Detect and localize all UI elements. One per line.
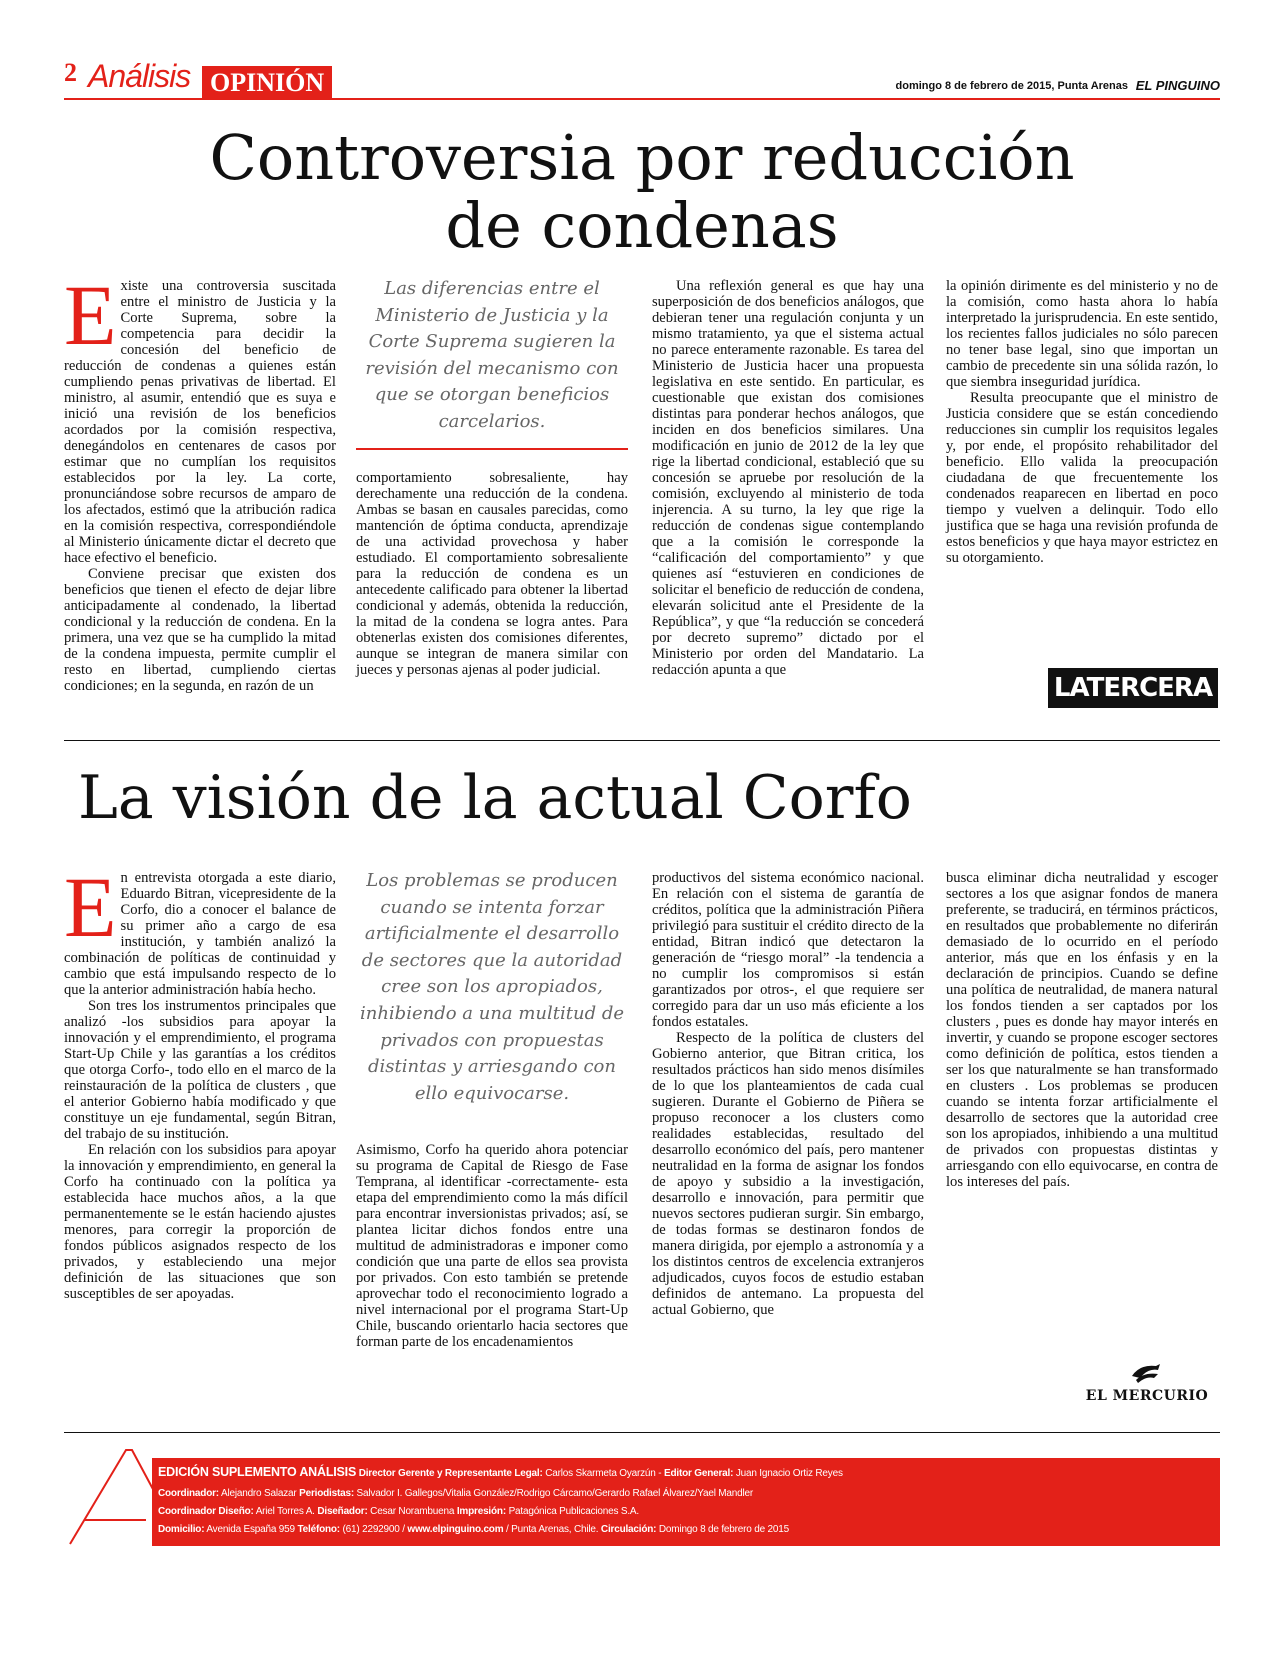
article1-col1-paragraph [64, 267, 336, 566]
article2-col1-paragraph-2: Son tres los instrumentos principales que analizó -los subsidios para apoyar la innovación y el emprendimiento, el programa Start-Up Chile y las garantías a los créditos que otorga Corfo-, todo ello en el marco de la reinstauración de la política de clusters , que el anterior Gobierno había modificado y que constituye un eje fundamental, según Bitran, del trabajo de su institución. [64, 998, 336, 1142]
article2-dropcap: E [64, 859, 117, 955]
disenador-value: Cesar Norambuena [370, 1506, 455, 1517]
article1-col2-paragraph: comportamiento sobresaliente, hay derechamente una reducción de la condena. Ambas se basan en causales parecidas, como mantención de óptima conducta, aprendizaje de una actividad provechosa y haber estudiado. El comportamiento sobresaliente para la reducción de condena es un antecedente calificado para obtener la libertad condicional y además, obtenida la reducción, la mitad de la condena se logra antes. Para obtenerlas existen dos comisiones diferentes, aunque se integran de manera similar con jueces y personas ajenas al poder judicial. [356, 470, 628, 678]
footer-divider [64, 1432, 1220, 1433]
telefono-value: (61) 2292900 / [342, 1524, 405, 1535]
disenador-label: Diseñador: [317, 1506, 368, 1517]
circulacion-value: Domingo 8 de febrero de 2015 [658, 1524, 789, 1535]
header-brand: EL PINGUINO [1135, 78, 1220, 93]
director-label: Director Gerente y Representante Legal: [358, 1468, 543, 1479]
article1-col4-paragraph: la opinión dirimente es del ministerio y no de la comisión, como hasta ahora lo había interpretado la jurisprudencia. En este sentido, los recientes fallos judiciales no sólo parecen no tener base legal, sino que importan un cambio de precedente sin una sólida razón, lo que siembra inseguridad jurídica. [946, 278, 1218, 390]
article2-col1-paragraph [64, 859, 336, 998]
footer-line-2 [158, 1488, 753, 1500]
footer-line-4 [158, 1524, 789, 1536]
article2-col1-paragraph-3: En relación con los subsidios para apoyar la innovación y emprendimiento, en general la Corfo ha continuado con la política ya establecida hace muchos años, a la que permanentemente se le están haciendo ajustes menores, para corregir la proporción de fondos públicos asignados respecto de los privados, y estableciendo una mejor definición de las situaciones que son susceptibles de ser apoyadas. [64, 1142, 336, 1302]
impresion-label: Impresión: [456, 1506, 506, 1517]
circulacion-label: Circulación: [600, 1524, 657, 1535]
article1-pullquote: Las diferencias entre el Ministerio de Justicia y la Corte Suprema sugieren la revisión del mecanismo con que se otorgan beneficios carcelarios. [365, 278, 619, 432]
article2-column-1 [64, 859, 336, 1302]
section-label: Análisis [88, 58, 191, 94]
diseno-value: Ariel Torres A. [255, 1506, 315, 1517]
article1-column-4 [946, 278, 1218, 566]
article1-headline [64, 121, 1220, 262]
coordinador-label: Coordinador: [158, 1488, 219, 1499]
periodistas-value: Salvador I. Gallegos/Vitalia González/Rodrigo Cárcamo/Gerardo Rafael Álvarez/Yael Mandler [356, 1488, 754, 1499]
article1-headline-line2: de condenas [445, 189, 839, 262]
editor-label: Editor General: [663, 1468, 734, 1479]
article2-col3-paragraph-2: Respecto de la política de clusters del Gobierno anterior, que Bitran critica, los resultados prácticos han sido menos disímiles de lo que los planteamientos de cada cual sugieren. Durante el Gobierno de Piñera se propuso reconocer a los clusters como realidades establecidas, resultado del desarrollo económico del país, pero mantener neutralidad en la forma de asignar los fondos de apoyo y subsidio a la investigación, desarrollo e innovación, para permitir que nuevos sectores pudieran surgir. Sin embargo, de todas formas se destinaron fondos de manera dirigida, por ejemplo a astronomía y a los distintos centros de excelencia extranjeros adjudicados, cuyos focos de estudio estaban definidos de antemano. La propuesta del actual Gobierno, que [652, 1030, 924, 1318]
footer-line-1: EDICIÓN SUPLEMENTO ANÁLISIS Director Gerente y Representante Legal: Carlos Skarmeta Oyarzún - Editor General: Juan Ignacio Ortiz Reyes [158, 1465, 843, 1479]
header-date: domingo 8 de febrero de 2015, Punta Arenas [895, 80, 1128, 92]
editor-value: Juan Ignacio Ortiz Reyes [735, 1468, 843, 1479]
article1-column-3 [652, 278, 924, 678]
article2-headline: La visión de la actual Corfo [78, 763, 912, 833]
domicilio-value: Avenida España 959 [206, 1524, 295, 1535]
el-mercurio-emblem-icon [1130, 1362, 1162, 1384]
article1-column-2 [356, 470, 628, 678]
article2-column-2 [356, 1142, 628, 1350]
article1-pullquote-rule [356, 448, 628, 450]
footer-title: EDICIÓN SUPLEMENTO ANÁLISIS [158, 1465, 357, 1479]
article1-col1-paragraph-2: Conviene precisar que existen dos beneficios que tienen el efecto de dejar libre anticipadamente al condenado, la libertad condicional y la reducción de condena. En la primera, una vez que se ha cumplido la mitad de la condena impuesta, permite cumplir el resto en libertad, cumpliendo ciertas condiciones; en la segunda, en razón de un [64, 566, 336, 694]
article2-col3-paragraph: productivos del sistema económico nacional. En relación con el sistema de garantía de créditos, política que la administración Piñera privilegió para sustituir el crédito directo de la entidad, Bitran indicó que detectaron la generación de “riesgo moral” -la tendencia a no cumplir los compromisos si están garantizados por otros-, el que requiere ser corregido para dar un uso más eficiente a los fondos estatales. [652, 870, 924, 1030]
page-number: 2 [64, 58, 77, 87]
la-tercera-logo: LATERCERA [1048, 668, 1218, 708]
article2-column-4 [946, 870, 1218, 1190]
article2-col4-paragraph: busca eliminar dicha neutralidad y escoger sectores a los que asignar fondos de manera preferente, se traducirá, en términos prácticos, en resultados que probablemente no diferirán demasiado de lo ocurrido en el período anterior, más que en los énfasis y en la declaración de principios. Cuando se define una política de neutralidad, de manera natural los fondos tienden a ser captados por los clusters , pues es donde hay mayor interés en invertir, y cuando se propone escoger sectores como definición de política, estos tienden a ser los que naturalmente se han transformado en clusters . Los problemas se producen cuando se intenta forzar artificialmente el desarrollo de sectores que la autoridad cree son los apropiados, inhibiendo a una multitud de privados con propuestas distintas y arriesgando con ello equivocarse, en contra de los intereses del país. [946, 870, 1218, 1190]
article1-col1-text: xiste una controversia suscitada entre el ministro de Justicia y la Corte Suprema, sobre la competencia para decidir la concesión del beneficio de reducción de condenas a quienes están cumpliendo penas privativas de libertad. El ministro, al asumir, entendió que es suya e inició una revisión de los beneficios acordados por la comisión respectiva, denegándolos en centenares de casos por estimar que no cumplían los requisitos establecidos por la ley. La corte, pronunciándose sobre recursos de amparo de los afectados, estimó que la atribución radica en la comisión respectiva, correspondiéndole al Ministerio únicamente dictar el decreto que hace efectivo el beneficio. [64, 278, 336, 566]
el-mercurio-logo: EL MERCURIO [1085, 1388, 1209, 1404]
article2-col2-paragraph: Asimismo, Corfo ha querido ahora potenciar su programa de Capital de Riesgo de Fase Temprana, al identificar -correctamente- esta etapa del emprendimiento como la más difícil para encontrar inversionistas privados; así, se plantea licitar dichos fondos entre una multitud de administradoras e imponer como condición que una parte de ellos sea provista por privados. Con esto también se pretende aprovechar todo el reconocimiento logrado a nivel internacional por el programa Start-Up Chile, buscando orientarlo hacia sectores que forman parte de los encadenamientos [356, 1142, 628, 1350]
article-divider [64, 740, 1220, 741]
city-value: / Punta Arenas, Chile. [506, 1524, 599, 1535]
header-rule [64, 98, 1220, 100]
footer-credits [152, 1458, 1220, 1546]
article1-col3-paragraph: Una reflexión general es que hay una superposición de dos beneficios análogos, que debieran tener una regulación conjunta y un mismo tratamiento, ya que el sistema actual no parece enteramente razonable. Es tarea del Ministerio de Justicia hacer una propuesta legislativa en este sentido. En particular, es cuestionable que existan dos comisiones distintas para ponderar hechos análogos, que inciden en dos beneficios similares. Una modificación en junio de 2012 de la ley que rige la libertad condicional, estableció que su concesión se apruebe por resolución de la comisión, excluyendo al ministerio de toda injerencia. A su turno, la ley que rige la reducción de condenas sigue contemplando que a la comisión le corresponde la “calificación del comportamiento” y que quienes así “estuvieren en condiciones de solicitar el beneficio de reducción de condena, elevarán solicitud ante el Presidente de la República”, y que “la reducción se concederá por decreto supremo” dictado por el Ministerio por orden del Mandatario. La redacción apunta a que [652, 278, 924, 678]
footer-line-3 [158, 1506, 639, 1518]
diseno-label: Coordinador Diseño: [158, 1506, 254, 1517]
domicilio-label: Domicilio: [158, 1524, 205, 1535]
impresion-value: Patagónica Publicaciones S.A. [508, 1506, 639, 1517]
article2-pullquote: Los problemas se producen cuando se intenta forzar artificialmente el desarrollo de sectores que la autoridad cree son los apropiados, inhibiendo a una multitud de privados con propuestas distintas y arriesgando con ello equivocarse. [359, 870, 625, 1104]
article2-column-3 [652, 870, 924, 1318]
website-link[interactable]: www.elpinguino.com [407, 1524, 504, 1535]
telefono-label: Teléfono: [297, 1524, 340, 1535]
periodistas-label: Periodistas: [299, 1488, 354, 1499]
article1-dropcap: E [64, 267, 117, 363]
subsection-label: OPINIÓN [202, 66, 332, 100]
article2-col1-text: n entrevista otorgada a este diario, Eduardo Bitran, vicepresidente de la Corfo, dio a conocer el balance de su primer año a cargo de esa institución, y también analizó la combinación de políticas de continuidad y cambio que está impulsando respecto de lo que la anterior administración había hecho. [64, 870, 336, 998]
coordinador-value: Alejandro Salazar [220, 1488, 297, 1499]
article1-headline-line1: Controversia por reducción [209, 121, 1075, 194]
article1-column-1 [64, 267, 336, 694]
director-value: Carlos Skarmeta Oyarzún [545, 1468, 656, 1479]
article1-col4-paragraph-2: Resulta preocupante que el ministro de Justicia considere que se están concediendo reducciones sin cumplir los requisitos legales y, por ende, el propósito rehabilitador del beneficio. Ello valida la preocupación ciudadana de que frecuentemente los condenados reaparecen en libertad en poco tiempo y vuelven a delinquir. Todo ello justifica que se haga una revisión profunda de estos beneficios y que haya mayor estrictez en su otorgamiento. [946, 390, 1218, 566]
